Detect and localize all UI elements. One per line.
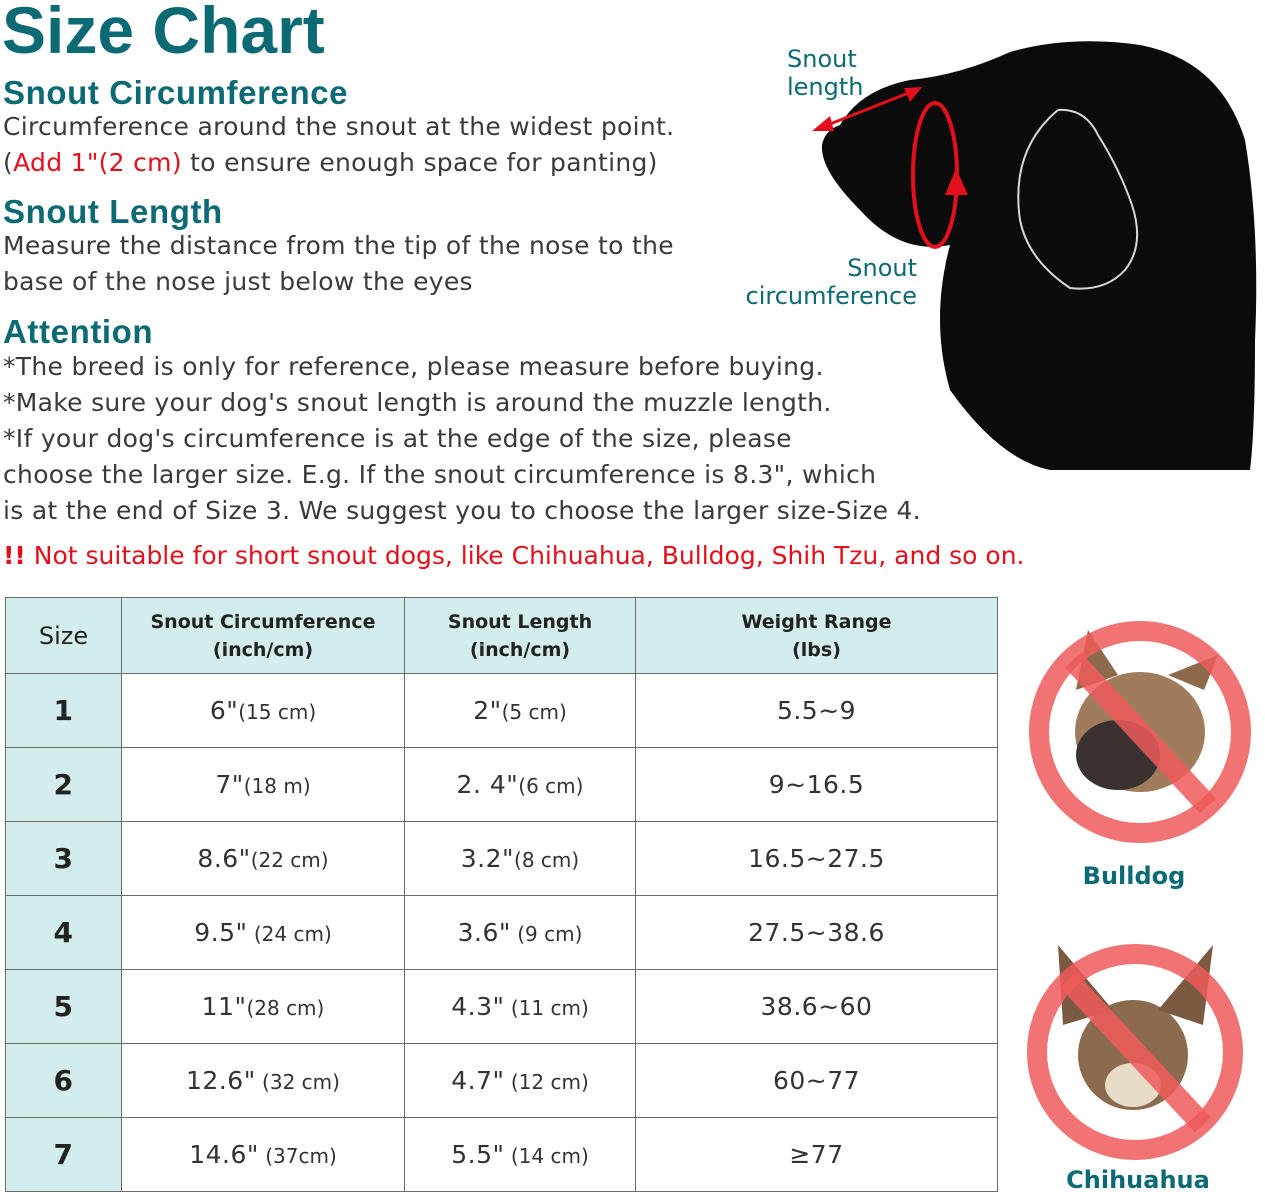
table-row [6, 896, 998, 970]
add-allowance-note: Add 1"(2 cm) [13, 148, 182, 177]
header-size: Size [6, 598, 122, 674]
header-weight-unit: (lbs) [792, 638, 841, 661]
circumference-cell [122, 896, 405, 970]
circ-inch: 6" [209, 696, 239, 725]
snout-length-label-2: length [787, 73, 864, 101]
weight-cell: 38.6~60 [636, 970, 998, 1044]
panting-note: to ensure enough space for panting) [181, 148, 658, 177]
table-row [6, 674, 998, 748]
paren-open: ( [3, 148, 14, 177]
len-cm: (8 cm) [514, 848, 580, 872]
circ-cm: (15 cm) [238, 700, 317, 724]
snout-circumference-label [742, 254, 917, 310]
chihuahua-label: Chihuahua [1066, 1166, 1210, 1194]
circumference-cell [122, 674, 405, 748]
circumference-cell [122, 970, 405, 1044]
len-cm: (14 cm) [504, 1144, 589, 1168]
size-cell: 2 [6, 748, 122, 822]
len-cm: (5 cm) [501, 700, 567, 724]
warning-marks: !! [3, 541, 26, 570]
circ-inch: 9.5" [194, 918, 248, 947]
length-desc-2: base of the nose just below the eyes [3, 267, 473, 296]
circ-inch: 8.6" [197, 844, 251, 873]
len-inch: 5.5" [451, 1140, 505, 1169]
table-row [6, 970, 998, 1044]
header-circ-unit: (inch/cm) [212, 638, 314, 661]
bulldog-label: Bulldog [1082, 862, 1186, 890]
size-cell: 6 [6, 1044, 122, 1118]
circ-cm: (28 cm) [246, 996, 325, 1020]
weight-cell: ≥77 [636, 1118, 998, 1192]
size-cell: 1 [6, 674, 122, 748]
size-cell: 3 [6, 822, 122, 896]
table-header-row [6, 598, 998, 674]
attention-line-4: choose the larger size. E.g. If the snout circumference is 8.3", which [3, 460, 877, 489]
len-cm: (12 cm) [504, 1070, 589, 1094]
length-cell [405, 748, 636, 822]
circumference-cell [122, 1044, 405, 1118]
snout-circ-label-1: Snout [847, 254, 917, 282]
len-inch: 2. 4" [456, 770, 519, 799]
table-row [6, 822, 998, 896]
circ-inch: 7" [215, 770, 244, 799]
length-cell [405, 1118, 636, 1192]
circ-cm: (18 m) [243, 774, 311, 798]
len-inch: 4.3" [451, 992, 505, 1021]
weight-cell: 16.5~27.5 [636, 822, 998, 896]
short-snout-warning [3, 541, 1025, 570]
attention-line-3: *If your dog's circumference is at the edge of the size, please [3, 424, 792, 453]
weight-cell: 5.5~9 [636, 674, 998, 748]
size-cell: 7 [6, 1118, 122, 1192]
warning-text: Not suitable for short snout dogs, like Chihuahua, Bulldog, Shih Tzu, and so on. [25, 541, 1025, 570]
header-weight [636, 598, 998, 674]
header-length-title: Snout Length [447, 610, 593, 633]
circ-cm: (32 cm) [255, 1070, 340, 1094]
page-title: Size Chart [2, 0, 325, 67]
len-cm: (11 cm) [504, 996, 589, 1020]
len-inch: 3.6" [457, 918, 511, 947]
circ-inch: 14.6" [189, 1140, 259, 1169]
header-length-unit: (inch/cm) [469, 638, 571, 661]
header-weight-title: Weight Range [741, 610, 892, 633]
length-desc-1: Measure the distance from the tip of the nose to the [3, 231, 674, 260]
size-table [5, 597, 998, 1192]
table-row [6, 748, 998, 822]
len-inch: 4.7" [451, 1066, 505, 1095]
circumference-cell [122, 748, 405, 822]
attention-line-5: is at the end of Size 3. We suggest you to choose the larger size-Size 4. [3, 496, 921, 525]
weight-cell: 9~16.5 [636, 748, 998, 822]
circumference-desc-1: Circumference around the snout at the widest point. [3, 112, 675, 141]
circumference-desc-2 [3, 145, 658, 181]
length-cell [405, 674, 636, 748]
circumference-cell [122, 822, 405, 896]
circ-cm: (37cm) [258, 1144, 337, 1168]
circumference-heading: Snout Circumference [3, 74, 349, 111]
table-row [6, 1044, 998, 1118]
attention-line-2: *Make sure your dog's snout length is around the muzzle length. [3, 388, 832, 417]
circ-inch: 12.6" [186, 1066, 256, 1095]
len-inch: 3.2" [460, 844, 515, 873]
len-inch: 2" [473, 696, 502, 725]
snout-circ-label-2: circumference [745, 282, 917, 310]
circ-inch: 11" [201, 992, 247, 1021]
attention-line-1: *The breed is only for reference, please measure before buying. [3, 352, 824, 381]
size-cell: 4 [6, 896, 122, 970]
circ-cm: (22 cm) [250, 848, 329, 872]
no-bulldog-icon [1018, 620, 1263, 860]
dog-silhouette-icon [800, 30, 1260, 475]
length-heading: Snout Length [3, 193, 223, 230]
length-arrowhead-left [812, 116, 834, 131]
attention-heading: Attention [3, 313, 154, 350]
size-cell: 5 [6, 970, 122, 1044]
length-cell [405, 896, 636, 970]
circ-cm: (24 cm) [247, 922, 332, 946]
weight-cell: 27.5~38.6 [636, 896, 998, 970]
len-cm: (9 cm) [510, 922, 583, 946]
header-length [405, 598, 636, 674]
length-cell [405, 1044, 636, 1118]
circumference-cell [122, 1118, 405, 1192]
table-row [6, 1118, 998, 1192]
length-cell [405, 970, 636, 1044]
no-chihuahua-icon [1018, 935, 1253, 1170]
weight-cell: 60~77 [636, 1044, 998, 1118]
snout-length-label [787, 45, 864, 101]
len-cm: (6 cm) [518, 774, 584, 798]
length-cell [405, 822, 636, 896]
header-circumference [122, 598, 405, 674]
snout-length-label-1: Snout [787, 45, 857, 73]
header-circ-title: Snout Circumference [150, 610, 376, 633]
